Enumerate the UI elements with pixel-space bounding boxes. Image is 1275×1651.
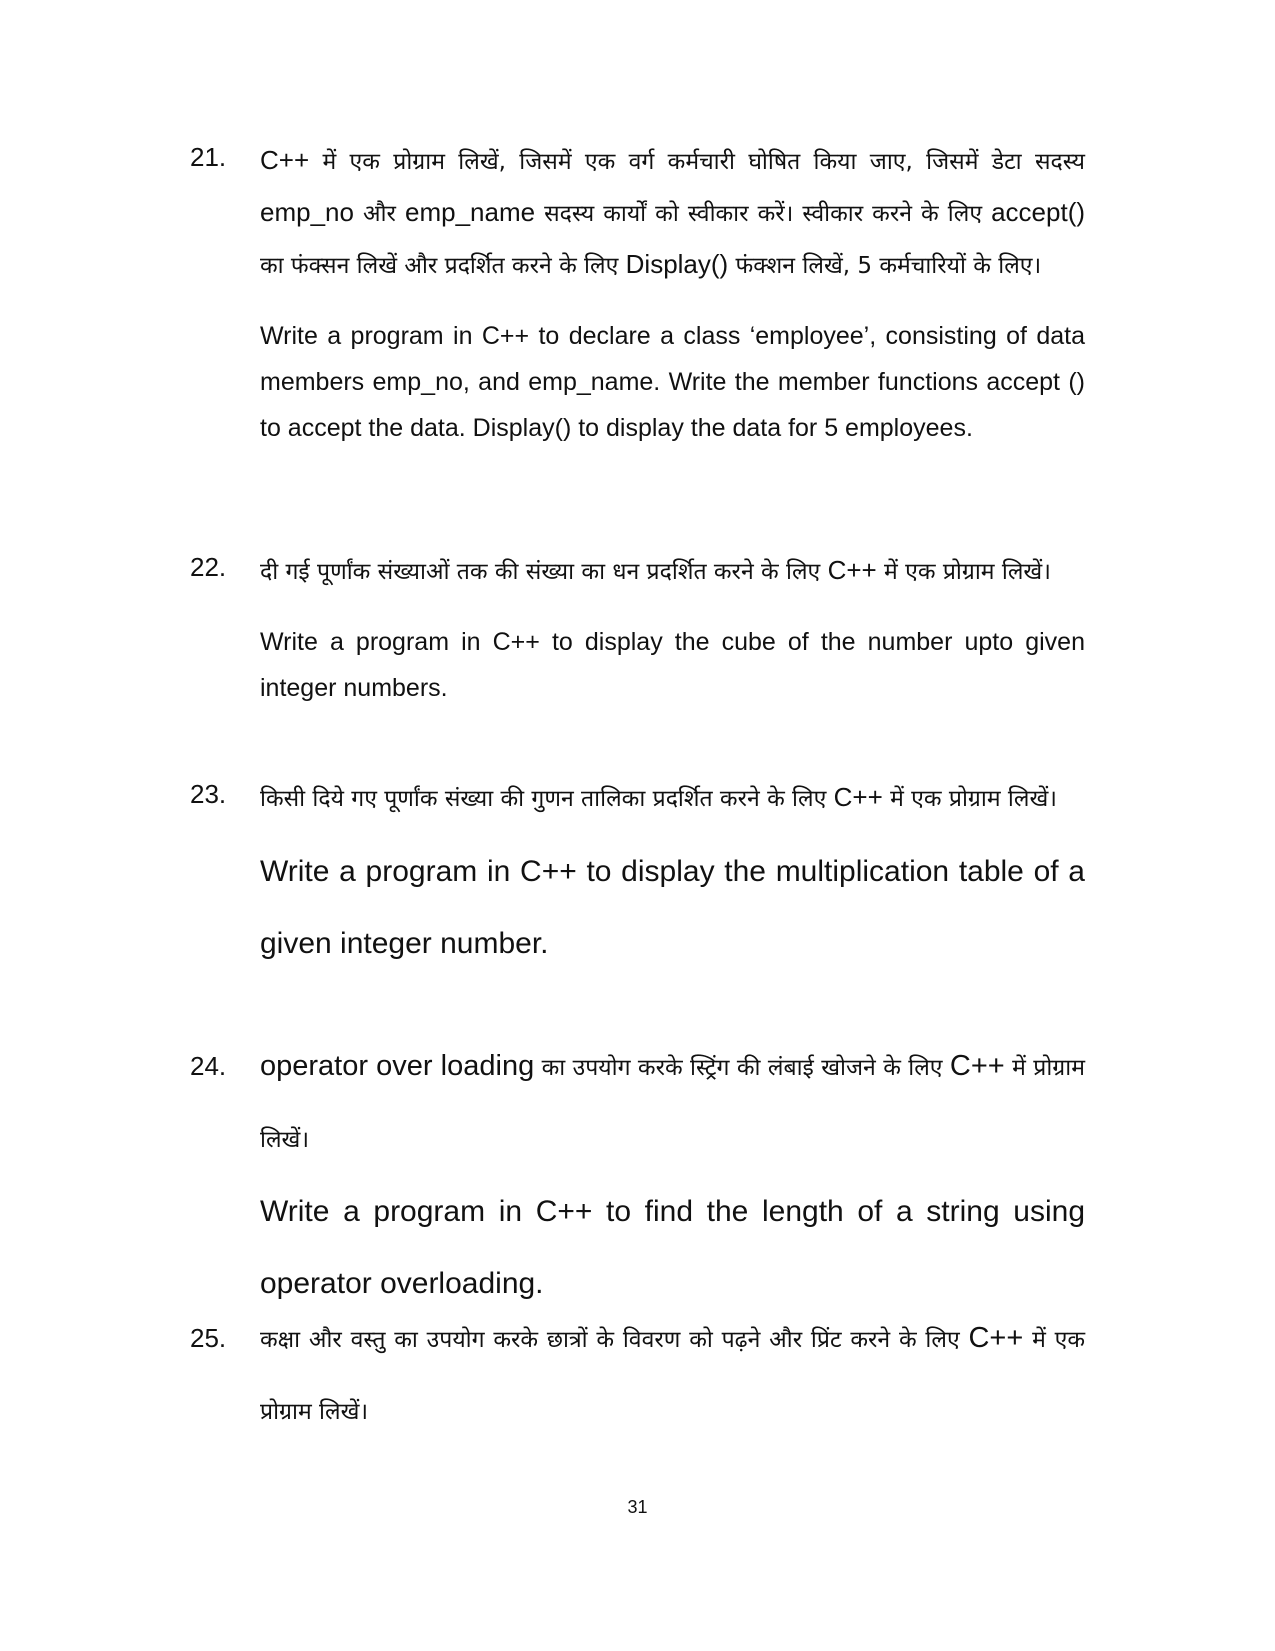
question-body	[260, 1302, 1085, 1448]
question-number: 23.	[190, 779, 227, 809]
hindi-text: कक्षा और वस्तु का उपयोग करके छात्रों के विवरण को पढ़ने और प्रिंट करने के लिए C++ में एक प्रोग्राम लिखें।	[260, 1322, 1085, 1425]
hindi-text: दी गई पूर्णांक संख्याओं तक की संख्या का धन प्रदर्शित करने के लिए C++ में एक प्रोग्राम लिखें।	[260, 555, 1051, 585]
hindi-text: operator over loading का उपयोग करके स्ट्रिंग की लंबाई खोजने के लिए C++ में प्रोग्राम लिखें।	[260, 1050, 1085, 1153]
question-number: 21.	[190, 142, 227, 172]
question-body	[260, 135, 1085, 451]
page-number: 31	[627, 1497, 648, 1517]
question-body	[260, 1030, 1085, 1320]
english-text: Write a program in C++ to declare a class ‘employee’, consisting of data members emp_no, and emp_name. Write the member functions accept () to accept the data. Display() to display the data for 5 employees.	[260, 322, 1085, 442]
english-text: Write a program in C++ to display the multiplication table of a given integer number.	[260, 855, 1085, 960]
question-number: 24.	[190, 1051, 227, 1081]
hindi-text: C++ में एक प्रोग्राम लिखें, जिसमें एक वर्ग कर्मचारी घोषित किया जाए, जिसमें डेटा सदस्य emp_no और emp_name सदस्य कार्यों को स्वीकार करें। स्वीकार करने के लिए accept() का फंक्सन लिखें और प्रदर्शित करने के लिए Display() फंक्शन लिखें, 5 कर्मचारियों के लिए।	[260, 145, 1086, 279]
english-text: Write a program in C++ to display the cube of the number upto given integer numbers.	[260, 628, 1085, 702]
question-number: 25.	[190, 1323, 227, 1353]
question-number: 22.	[190, 552, 227, 582]
question-body	[260, 772, 1085, 980]
hindi-text: किसी दिये गए पूर्णांक संख्या की गुणन तालिका प्रदर्शित करने के लिए C++ में एक प्रोग्राम लिखें।	[260, 782, 1057, 812]
question-body	[260, 545, 1085, 711]
english-text: Write a program in C++ to find the length of a string using operator overloading.	[260, 1195, 1085, 1300]
